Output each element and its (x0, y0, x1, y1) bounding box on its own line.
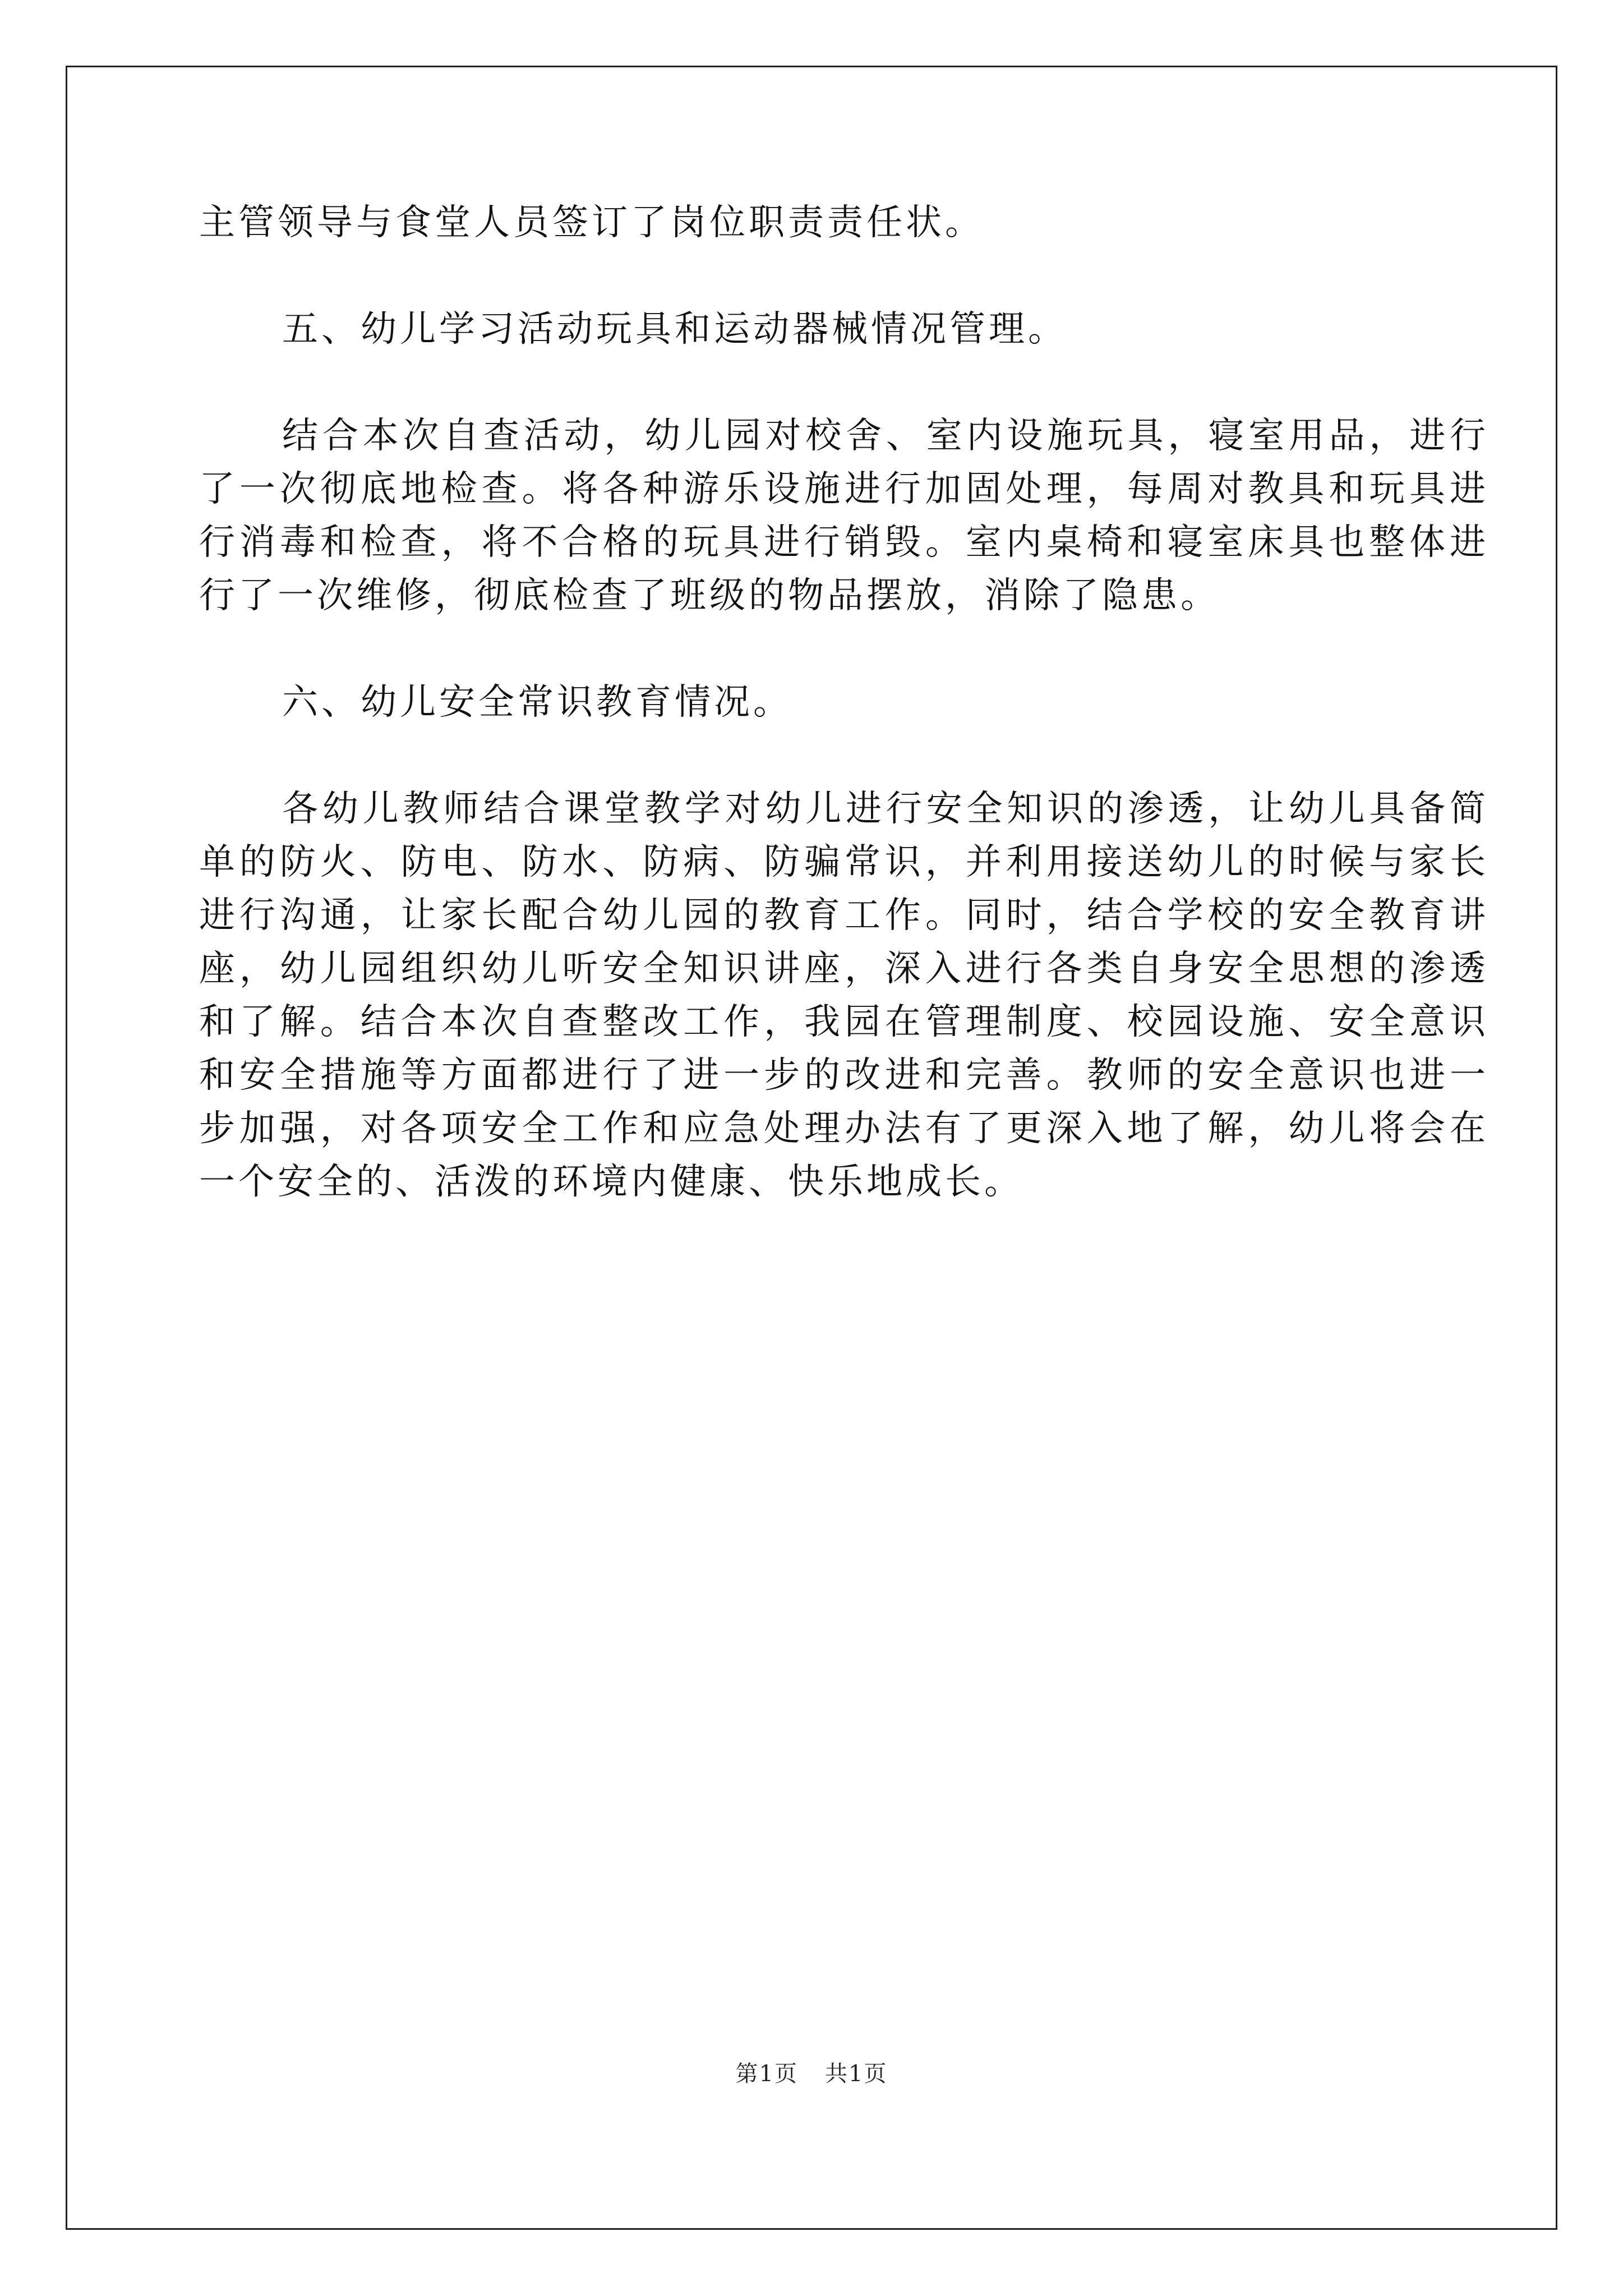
paragraph-1: 主管领导与食堂人员签订了岗位职责责任状。 (199, 202, 984, 243)
paragraph-safety-education: 各幼儿教师结合课堂教学对幼儿进行安全知识的渗透，让幼儿具备简单的防火、防电、防水、防病、防骗常识，并利用接送幼儿的时候与家长进行沟通，让家长配合幼儿园的教育工作。同时，结合学校的安全教育讲座，幼儿园组织幼儿听安全知识讲座，深入进行各类自身安全思想的渗透和了解。结合本次自查整改工作，我园在管理制度、校园设施、安全意识和安全措施等方面都进行了进一步的改进和完善。教师的安全意识也进一步加强，对各项安全工作和应急处理办法有了更深入地了解，幼儿将会在一个安全的、活泼的环境内健康、快乐地成长。 (199, 788, 1489, 1203)
page-footer (0, 2056, 1623, 2088)
section-heading-6: 六、幼儿安全常识教育情况。 (282, 682, 792, 723)
page-number: 第1页 (735, 2061, 798, 2087)
document-body (199, 196, 1489, 1262)
section-heading-5: 五、幼儿学习活动玩具和运动器械情况管理。 (282, 309, 1067, 350)
paragraph-toys-inspection: 结合本次自查活动，幼儿园对校舍、室内设施玩具，寝室用品，进行了一次彻底地检查。将各种游乐设施进行加固处理，每周对教具和玩具进行消毒和检查，将不合格的玩具进行销毁。室内桌椅和寝室床具也整体进行了一次维修，彻底检查了班级的物品摆放，消除了隐患。 (199, 415, 1489, 616)
page-total: 共1页 (825, 2061, 888, 2087)
